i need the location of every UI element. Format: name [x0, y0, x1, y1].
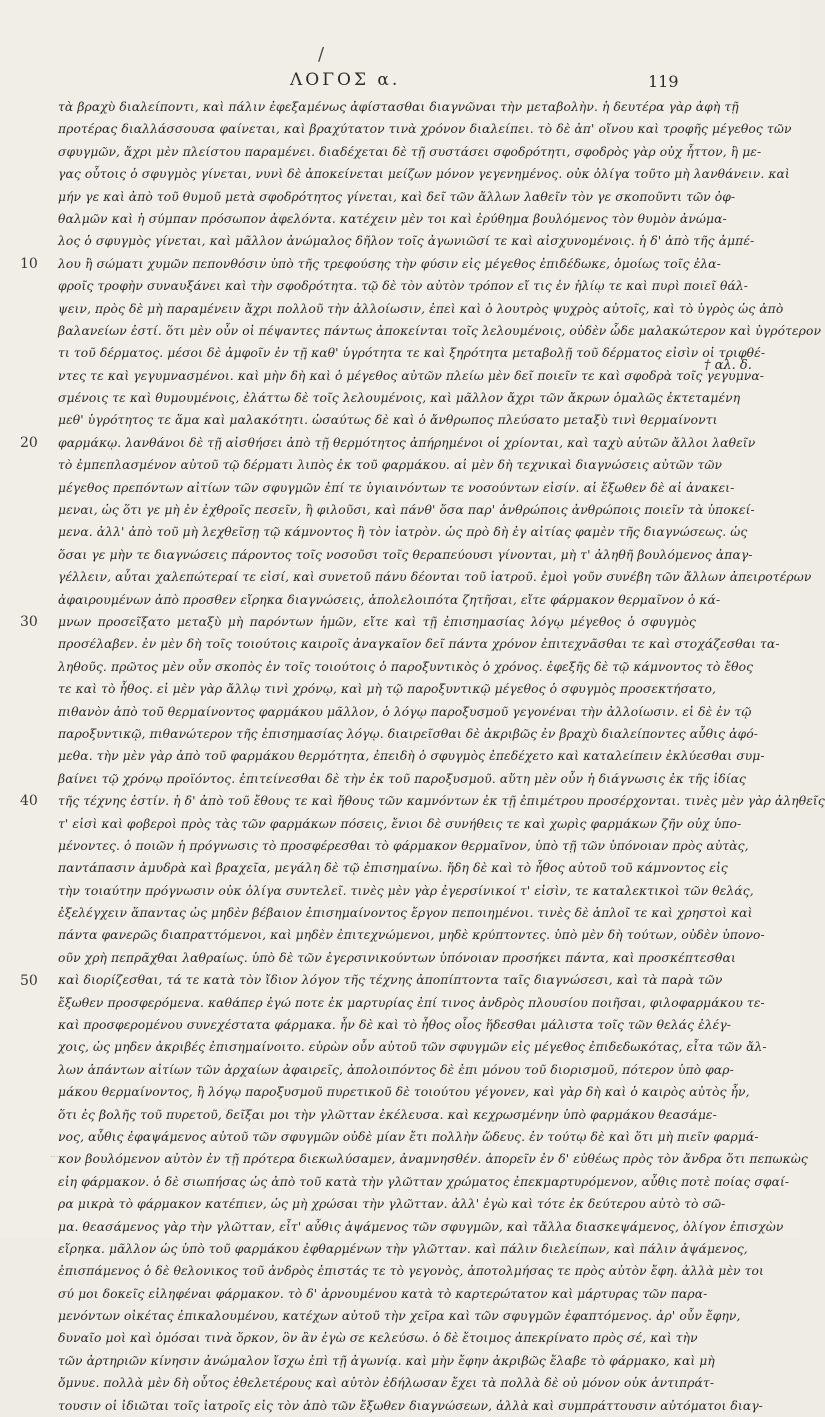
text-line: μένοντες. ὁ ποιῶν ἡ πρόγνωσις τὸ προσφέρεσθαι τὸ φάρμακον θερμαῖνον, ὑπὸ τῇ τῶν ὑπόνοιαν πρὸς αὐτὰς, [58, 838, 749, 853]
text-line: ὅσαι γε μὴν τε διαγνώσεις πάροντος τοῖς νοσοῦσι τοῖς θεραπεύουσι γίνονται, μὴ τ' ἀληθῆ βουλόμενος ἀπαγ- [58, 547, 753, 562]
text-line: σμένοις τε καὶ θυμουμένοις, ἐλάττω δὲ τοῖς λελουμένοις, καὶ μᾶλλον ἄχρι τῶν ἄκρων ὁμαλῶς ἐκτεταμένη [58, 391, 741, 406]
text-line: μενόντων οἰκέτας ἐπικαλουμένου, κατέχων αὐτοῦ τὴν χεῖρα καὶ τῶν σφυγμῶν ἐφαπτόμενος. ἀρ' οὖν ἔφην, [58, 1309, 741, 1324]
text-line: μέγεθος πρεπόντων αἰτίων τῶν σφυγμῶν ἐπί τε ὑγιαινόντων τε νοσούντων εἰσίν. αἱ ἔξωθεν δὲ αἱ ἀνακει- [58, 480, 735, 495]
text-line: τῆς τέχνης ἐστίν. ἡ δ' ἀπὸ τοῦ ἔθους τε καὶ ἤθους τῶν καμνόντων ἐκ τῇ ἐπιμέτρου προσέρχονται. τινὲς μὲν γὰρ ἀληθεῖς [58, 794, 825, 809]
text-line: τι τοῦ δέρματος. μέσοι δὲ ἀμφοῖν ἐν τῇ καθ' ὑγρότητα τε καὶ ξηρότητα μεταβολῇ τοῦ δέρματος εἰσὶν οἱ τριφθέ- [58, 346, 766, 361]
line-number: 50 [20, 972, 38, 989]
text-line: ἐξελέγχειν ἅπαντας ὡς μηδὲν βέβαιον ἐπισημαίνοντος ἔργον πεποιημένοι. τινὲς δὲ ἁπλοῖ τε καὶ χρηστοὶ καὶ [58, 906, 753, 921]
running-head: ΛΟΓΟΣ α. [290, 70, 401, 90]
text-line: μάκου θερμαίνοντος, ἢ λόγῳ παροξυσμοῦ πυρετικοῦ δὲ τοιούτου γέγονεν, καὶ γὰρ δὴ καὶ ὁ καιρὸς αὐτὸς ἦν, [58, 1085, 750, 1100]
text-line: κον βουλόμενον αὐτὸν ἐν τῇ πρότερα διεκωλύσαμεν, ἀναμνησθέν. ἀπορεῖν ἐν δ' εὐθέως πρὸς τὸν ἄνδρα ὅτι πεπωκὼς [58, 1152, 808, 1167]
text-line: ρα μικρὰ τὸ φάρμακον κατέπιεν, ὡς μὴ χρώσαι τὴν γλῶτταν. ἀλλ' ἐγὼ καὶ τότε ἐκ δεύτερου αὐτὸ τὸ σῶ- [58, 1197, 726, 1212]
text-line: τῶν ἀρτηριῶν κίνησιν ἀνώμαλον ἴσχω ἐπὶ τῇ ἀγωνίᾳ. καὶ μὴν ἔφην ἀκριβῶς ἔλαβε τὸ φάρμακο, καὶ μὴ [58, 1353, 715, 1368]
text-line: τὴν τοιαύτην πρόγνωσιν οὐκ ὀλίγα συντελεῖ. τινὲς μὲν γὰρ ἐγερσίνικοί τ' εἰσὶν, τε καταλεκτικοὶ τῶν θελάς, [58, 883, 754, 898]
bottom-stamp: ... [50, 1150, 59, 1160]
text-line: λου ἢ σώματι χυμῶν πεπονθόσιν ὑπὸ τῆς τρεφούσης τὴν φύσιν εἰς μέγεθος ἐπιδέδωκε, ὁμοίως τοῖς ἐλα- [58, 256, 721, 271]
text-line: εἴρηκα. μᾶλλον ὡς ὑπὸ τοῦ φαρμάκου ἐφθαρμένων τὴν γλῶτταν. καὶ πάλιν διελείπων, καὶ πάλιν ἀψάμενος, [58, 1241, 748, 1256]
folio-number: 119 [648, 72, 679, 91]
text-line: ντες τε καὶ γεγυμνασμένοι. καὶ μὴν δὴ καὶ ὁ μέγεθος αὐτῶν πλείω μὲν δεῖ ποιεῖν τε καὶ σφοδρὰ τοῖς γεγυμνα- [58, 368, 765, 383]
line-number: 10 [20, 255, 38, 272]
text-line: μεναι, ὡς ὅτι γε μὴ ἐν ἐχθροῖς πεσεῖν, ἢ φιλοῦσι, καὶ πάνθ' ὅσα παρ' ἀνθρώποις ἀνθρώποις ποιεῖν τὰ ὑποκεί- [58, 503, 755, 518]
text-line: ἔξωθεν προσφερόμενα. καθάπερ ἐγώ ποτε ἐκ μαρτυρίας ἐπί τινος ἀνδρὸς πλουσίου ποιῆσαι, φιλοφαρμάκου τε- [58, 995, 765, 1010]
text-line: εἰη φάρμακον. ὁ δὲ σιωπήσας ὡς ἀπὸ τοῦ κατὰ τὴν γλῶτταν χρώματος ἐπεκμαρτυρόμενον, αὖθις ποτὲ ποίας σφαί- [58, 1174, 790, 1189]
text-line: παροξυντικῷ, πιθανώτερον τῆς ἐπισημασίας λόγῳ. διαιρεῖσθαι δὲ ἀκριβῶς ἐν βραχὺ διαλείποντες αὖθις ἀφό- [58, 726, 758, 741]
text-line: καὶ προσφερομένου συνεχέστατα φάρμακα. ἦν δὲ καὶ τὸ ἦθος οἷος ἥδεσθαι μάλιστα τοῖς τῶν θελάς ἐλέγ- [58, 1018, 732, 1033]
margin-note: † αλ. δ. [704, 358, 752, 373]
line-number: 20 [20, 435, 38, 451]
text-line: μνων προσεῖξατο μεταξὺ μὴ παρόντων ἡμῶν, εἴτε καὶ τῇ ἐπισημασίας λόγῳ μέγεθος ὁ σφυγμὸς [58, 614, 696, 629]
text-line: γας οὗτοις ὁ σφυγμὸς γίνεται, νυνὶ δὲ ἀποκείνεται μείζων μόνον γεγενημένος. οὐκ ὀλίγα τοῦτο μὴ λανθάνειν. καὶ [58, 167, 790, 182]
text-line: λων ἁπάντων αἰτίων τῶν ἀρχαίων ἀφαιρεῖς, ἀπολοιπόντος δὲ ἐπι μόνου τοῦ διορισμοῦ, πότερον ὑπὸ φαρ- [58, 1062, 734, 1077]
text-line: ὅτι ἐς βολῆς τοῦ πυρετοῦ, δεῖξαι μοι τὴν γλῶτταν ἐκέλευσα. καὶ κεχρωσμένην ὑπὸ φαρμάκου θεασάμε- [58, 1107, 717, 1122]
text-line: ἀφαιρουμένων ἀπὸ προσθεν εἴρηκα διαγνώσεις, ἀπολελοιπότα ζητῆσαι, εἴτε φάρμακον θερμαῖνον ὁ κά- [58, 592, 721, 607]
text-line: ληθοῦς. πρῶτος μὲν οὖν σκοπὸς ἐν τοῖς τοιούτοις ὁ παροξυντικὸς ὁ χρόνος. ἐφεξῆς δὲ τῷ κάμνοντος τὸ ἔθος [58, 659, 754, 674]
text-line: γέλλειν, αὗται χαλεπώτεραί τε εἰσί, καὶ συνετοῦ πάνυ δέονται τοῦ ἰατροῦ. ἐμοὶ γοῦν συνέβη τῶν ἄλλων ἀπειροτέρων [58, 570, 812, 585]
text-line: ἐπισπάμενος ὁ δὲ θελονικος τοῦ ἀνδρὸς ἐπιστάς τε τὸ γεγονὸς, ἀποτολμήσας τε πρὸς αὐτὸν ἔφη. ἀλλὰ μὲν τοι [58, 1264, 764, 1279]
text-line: χοις, ὡς μηδεν ἀκριβές ἐπισημαίνοιτο. εὑρὼν οὖν αὐτοῦ τῶν σφυγμῶν εἰς μέγεθος ἐπιδεδωκότας, εἶτα τῶν ἄλ- [58, 1040, 767, 1055]
text-line: ὄμνυε. πολλὰ μὲν δὴ οὗτος ἐθελετέρους καὶ αὐτὸν ἐδήλωσαν ἔχει τὰ πολλὰ δὲ οὐ μόνον οὐκ ἀντιπράτ- [58, 1376, 715, 1391]
text-line: προτέρας διαλλάσσουσα φαίνεται, καὶ βραχύτατον τινὰ χρόνον διαλείπει. τὸ δὲ ἀπ' οἴνου καὶ τροφῆς μέγεθος τῶν [58, 122, 792, 137]
text-line: ψειν, πρὸς δὲ μὴ παραμένειν ἄχρι πολλοῦ τὴν ἀλλοίωσιν, ἐπεὶ καὶ ὁ λουτρὸς ψυχρὸς αὐτοῖς, καὶ τὸ ὑγρὸς ὡς ἀπὸ [58, 301, 784, 316]
line-number: 40 [20, 793, 38, 810]
text-line: τὰ βραχὺ διαλείποντι, καὶ πάλιν ἐφεξαμένως ἀφίστασθαι διαγνῶναι τὴν μεταβολὴν. ἡ δευτέρα γὰρ ἀφὴ τῇ [58, 100, 739, 114]
text-line: δυναῖο μοὶ καὶ ὀμόσαι τινὰ ὅρκον, ὃν ἂν ἐγὼ σε κελεύσω. ὁ δὲ ἔτοιμος ἀπεκρίνατο πρὸς σέ, καὶ τὴν [58, 1331, 698, 1346]
text-line: τ' εἰσὶ καὶ φοβεροὶ πρὸς τὰς τῶν φαρμάκων πόσεις, ἔνιοι δὲ συνήθεις τε καὶ χωρὶς φαρμάκων ζῆν οὐχ ὑπο- [58, 816, 742, 831]
text-line: σύ μοι δοκεῖς εἰληφέναι φάρμακον. τὸ δ' ἀρνουμένου κατὰ τὸ καρτερώτατον καὶ μάρτυρας τῶν παρα- [58, 1286, 708, 1301]
text-line: σφυγμῶν, ἄχρι μὲν πλείστου παραμένει. διαδέχεται δὲ τῇ συστάσει σφοδρότητι, σφοδρὸς γὰρ οὐχ ἧττον, ἢ με- [58, 144, 762, 159]
text-line: μήν γε καὶ ἀπὸ τοῦ θυμοῦ μετὰ σφοδρότητος γίνεται, καὶ δεῖ τῶν ἄλλων λαθεῖν τὸν γε σκοποῦντι τῶν ὀφ- [58, 189, 736, 204]
text-line: τουσιν οἱ ἰδιῶται τοῖς ἰατροῖς εἰς τὸν ἀπὸ τῶν ἔξωθεν διαγνώσεων, ἀλλὰ καὶ συμπράττουσιν αὐτόματοι διαγ- [58, 1398, 763, 1413]
text-line: βαλανείων ἐστί. ὅτι μὲν οὖν οἱ πέψαντες πάντως ἀποκείνται τοῖς λελουμένοις, οὐδὲν ὧδε μαλακώτερον καὶ ὑγρότερον [58, 323, 822, 338]
text-line: φροῖς τροφὴν συναυξάνει καὶ τὴν σφοδρότητα. τῷ δὲ τὸν αὐτὸν τρόπον εἴ τις ἐν ἡλίῳ τε καὶ πυρὶ ποιεῖ θάλ- [58, 279, 749, 294]
text-line: παντάπασιν ἀμυδρὰ καὶ βραχεῖα, μεγάλη δὲ τῷ ἐπισημαίνω. ἤδη δὲ καὶ τὸ ἦθος αὐτοῦ τοῦ κάμνοντος εἰς [58, 861, 728, 876]
text-line: τε καὶ τὸ ἦθος. εἰ μὲν γὰρ ἄλλῳ τινὶ χρόνῳ, καὶ μὴ τῷ παροξυντικῷ μέγεθος ὁ σφυγμὸς προσεκτήσατο, [58, 682, 716, 697]
text-line: βαίνει τῷ χρόνῳ προϊόντος. ἐπιτείνεσθαι δὲ τὴν ἐκ τοῦ παροξυσμοῦ. αὕτη μὲν οὖν ἡ διάγνωσις ἐκ τῆς ἰδίας [58, 771, 747, 786]
text-line: καὶ διορίζεσθαι, τά τε κατὰ τὸν ἴδιον λόγον τῆς τέχνης ἀποπίπτοντα ταῖς διαγνώσεσι, καὶ τὰ παρὰ τῶν [58, 973, 723, 988]
top-mark: / [318, 44, 325, 65]
text-line: προσέλαβεν. ἐν μὲν δὴ τοῖς τοιούτοις καιροῖς ἀναγκαῖον δεῖ πάντα χρόνον ἐπιτεχνᾶσθαι τε καὶ στοχάζεσθαι τα- [58, 637, 780, 652]
text-line: οῦν χρὴ πεπρᾶχθαι λαθραίως. ὑπὸ δὲ τῶν ἐγερσινικούντων ὑπόνοιαν προσήκει πάντα, καὶ προσκέπτεσθαι [58, 950, 736, 965]
text-line: νος, αὖθις ἐφαψάμενος αὐτοῦ τῶν σφυγμῶν οὐδὲ μίαν ἔτι πολλὴν ὥδευς. ἐν τούτῳ δὲ καὶ ὅτι μὴ πιεῖν φαρμά- [58, 1129, 759, 1144]
text-line: φαρμάκῳ. λανθάνοι δὲ τῇ αἰσθήσει ἀπὸ τῇ θερμότητος ἀπήρημένοι οἱ χρίονται, καὶ ταχὺ αὐτῶν ἄλλοι λαθεῖν [58, 435, 756, 450]
text-line: θαλμῶν καὶ ἡ σύμπαν πρόσωπον ἀφελόντα. κατέχειν μὲν τοι καὶ ἐρύθημα βουλόμενος τὸν θυμὸν ἀνώμα- [58, 211, 727, 226]
text-line: τὸ ἐμπεπλασμένον αὐτοῦ τῷ δέρματι λιπὸς ἐκ τοῦ φαρμάκου. αἱ μὲν δὴ τεχνικαὶ διαγνώσεις αὐτῶν τῶν [58, 458, 723, 473]
text-line: μα. θεασάμενος γὰρ τὴν γλῶτταν, εἶτ' αὖθις ἁψάμενος τῶν σφυγμῶν, καὶ τἄλλα διασκεψάμενος, ὀλίγον ἐπισχὼν [58, 1219, 784, 1234]
text-line: πάντα φανερῶς διαπραττόμενοι, καὶ μηδὲν ἐπιτεχνώμενοι, μηδὲ κρύπτοντες. ὑπὸ μὲν δὴ τούτων, οὐδὲν ὑπονο- [58, 928, 765, 943]
text-line: πιθανὸν ἀπὸ τοῦ θερμαίνοντος φαρμάκου μᾶλλον, ὁ λόγῳ παροξυσμοῦ γεγονέναι τὴν ἀλλοίωσιν. εἰ δὲ ἐν τῷ [58, 704, 752, 719]
text-line: μενα. ἀλλ' ἀπὸ τοῦ μὴ λεχθεῖσῃ τῷ κάμνοντος ἢ τὸν ἰατρὸν. ὡς πρὸ δὴ ἐγ αἰτίας φαμὲν τῆς διαγνώσεως. ὡς [58, 525, 748, 540]
text-line: μεθα. τὴν μὲν γὰρ ἀπὸ τοῦ φαρμάκου θερμότητα, ἐπειδὴ ὁ σφυγμὸς ἐπεδέχετο καὶ καταλείπειν ἐκλύεσθαι συμ- [58, 749, 765, 764]
text-line: λος ὁ σφυγμὸς γίνεται, καὶ μᾶλλον ἀνώμαλος δῆλον τοῖς ἀγωνιῶσί τε καὶ αἰσχυνομένοις. ἡ δ' ἀπὸ τῆς ἀμπέ- [58, 234, 755, 249]
text-line: μεθ' ὑγρότητος τε ἅμα καὶ μαλακότητι. ὡσαύτως δὲ καὶ ὁ ἄνθρωπος πλεύσατο μεταξὺ τινὶ θερμαίνοντι [58, 413, 718, 428]
line-number: 30 [20, 614, 38, 631]
